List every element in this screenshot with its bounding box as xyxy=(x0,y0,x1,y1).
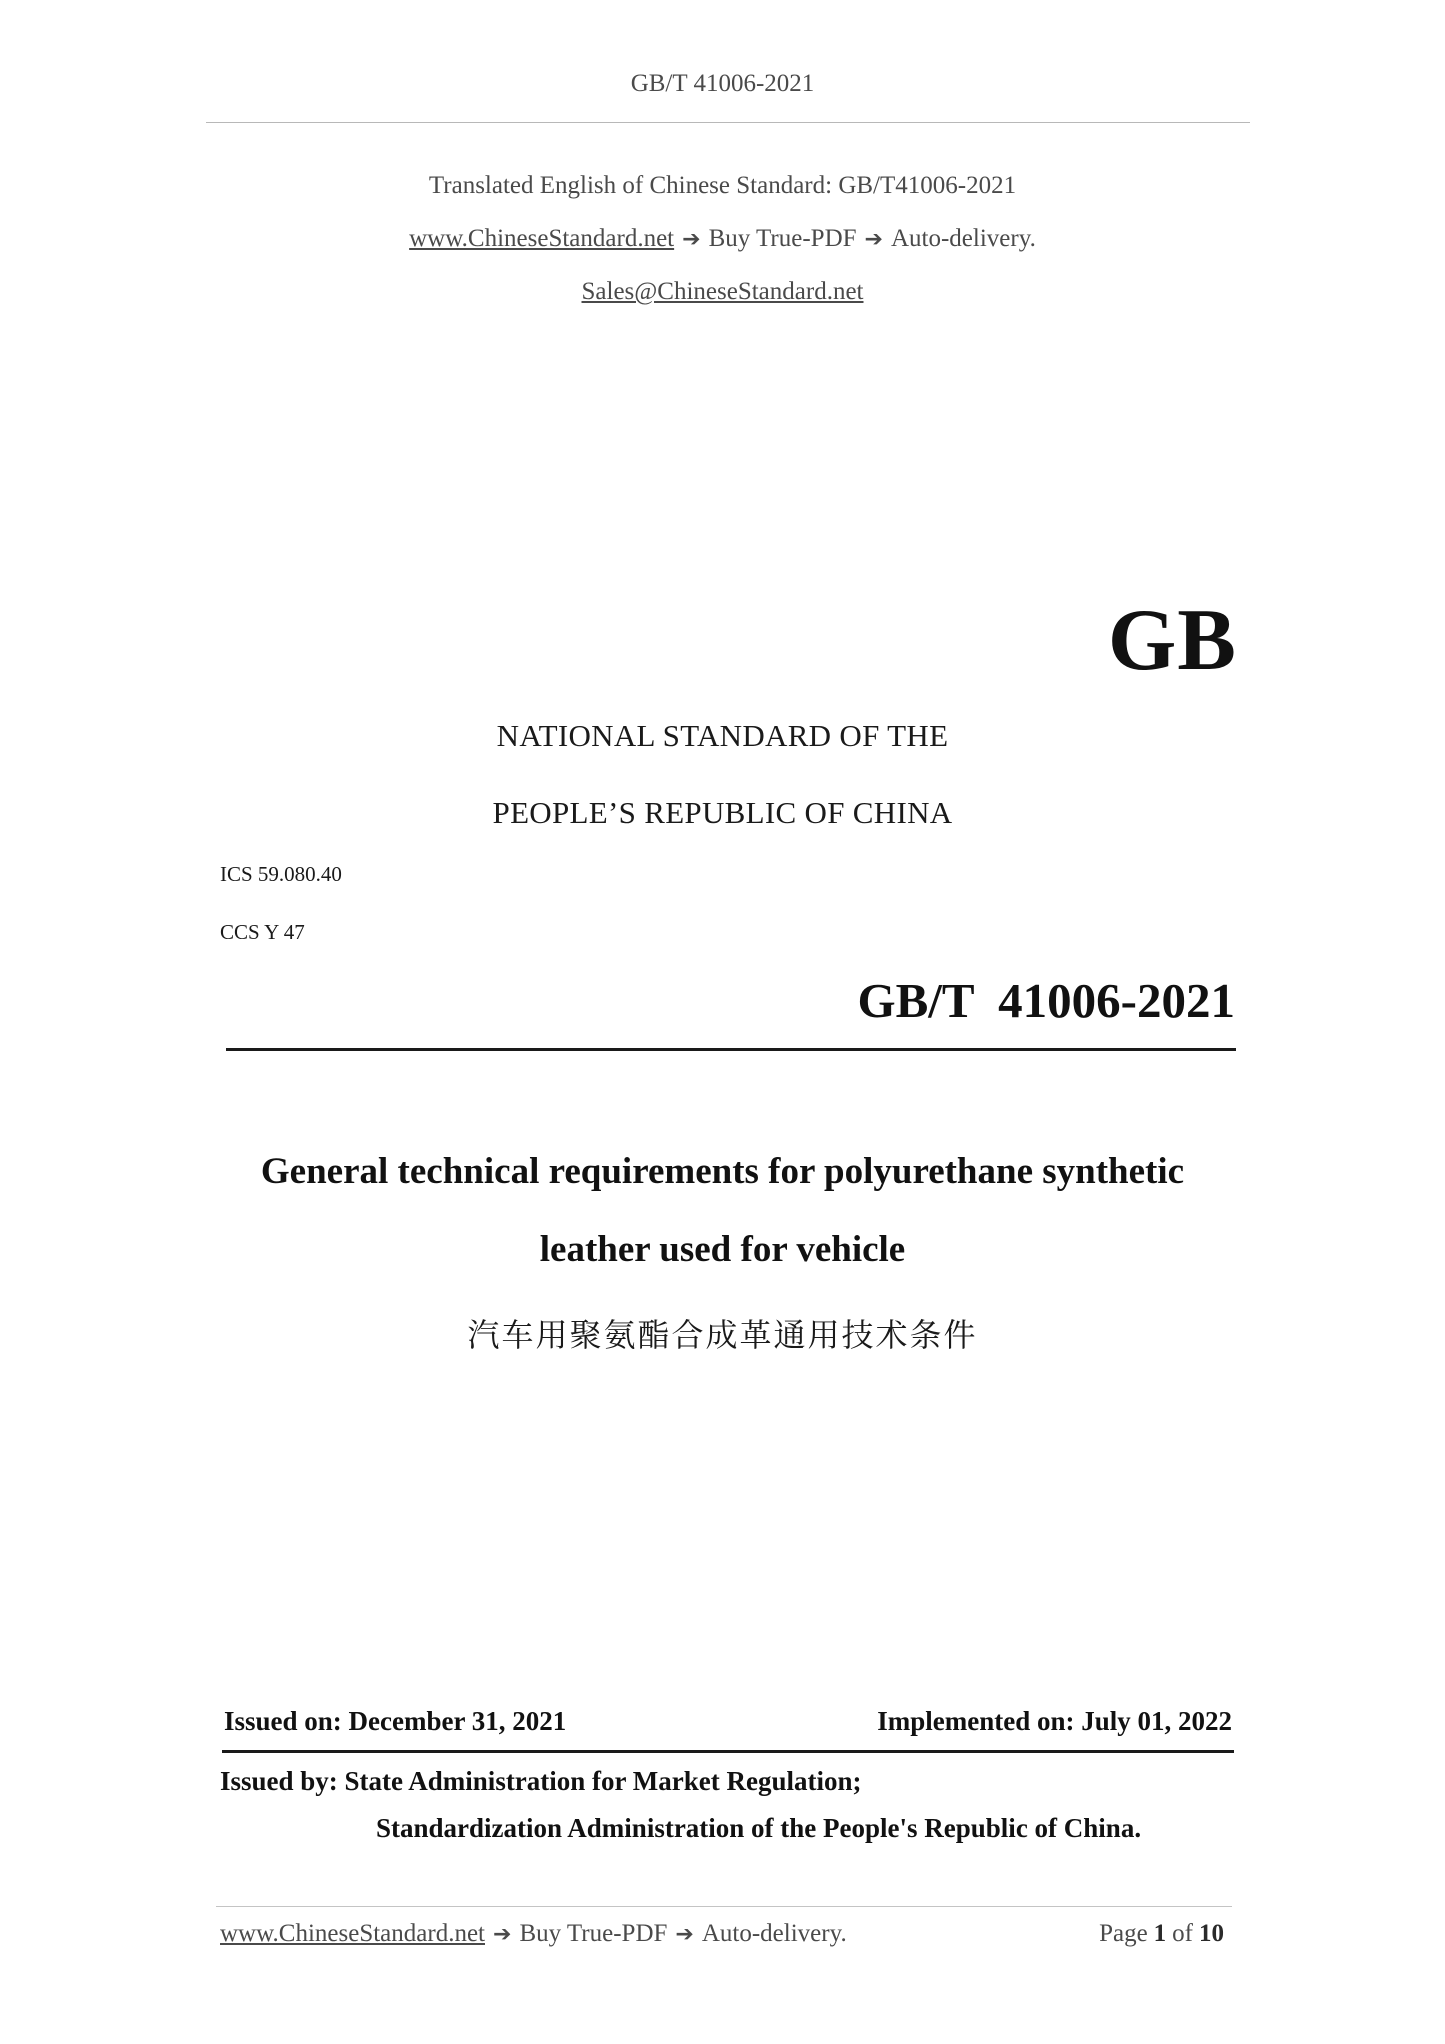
national-standard-line2: PEOPLE’S REPUBLIC OF CHINA xyxy=(492,795,953,830)
chinese-title: 汽车用聚氨酯合成革通用技术条件 xyxy=(467,1316,978,1354)
footer-divider xyxy=(216,1906,1232,1907)
ccs-code: CCS Y 47 xyxy=(220,920,305,944)
page-label: Page xyxy=(1099,1920,1148,1947)
footer-promo xyxy=(220,1920,847,1948)
right-arrow-icon: ➔ xyxy=(864,227,883,252)
footer-buy-text: Buy True-PDF xyxy=(519,1920,668,1947)
promo-line xyxy=(0,225,1445,253)
page-current: 1 xyxy=(1153,1920,1167,1947)
standard-number: GB/T 41006-2021 xyxy=(857,973,1235,1028)
issued-on: Issued on: December 31, 2021 xyxy=(224,1706,567,1736)
issuance-rule xyxy=(222,1750,1234,1753)
english-title-line1: General technical requirements for polyurethane synthetic xyxy=(260,1151,1185,1192)
page-of: of xyxy=(1172,1920,1193,1947)
right-arrow-icon: ➔ xyxy=(682,227,701,252)
right-arrow-icon: ➔ xyxy=(493,1922,512,1947)
right-arrow-icon: ➔ xyxy=(675,1922,694,1947)
ics-code: ICS 59.080.40 xyxy=(220,862,342,886)
gb-mark: GB xyxy=(1107,592,1237,689)
implemented-on: Implemented on: July 01, 2022 xyxy=(877,1706,1232,1736)
page-total: 10 xyxy=(1199,1920,1224,1947)
english-title-line2: leather used for vehicle xyxy=(539,1229,906,1270)
sales-email-link[interactable]: Sales@ChineseStandard.net xyxy=(581,278,864,305)
sales-email-line xyxy=(0,278,1445,306)
header-divider xyxy=(206,122,1250,123)
site-link[interactable]: www.ChineseStandard.net xyxy=(409,225,675,252)
running-header-title: GB/T 41006-2021 xyxy=(630,70,815,97)
footer-site-link[interactable]: www.ChineseStandard.net xyxy=(220,1920,485,1947)
issued-by-line1: Issued by: State Administration for Market Regulation; xyxy=(220,1766,862,1796)
translation-notice: Translated English of Chinese Standard: GB/T41006-2021 xyxy=(428,172,1017,199)
standard-number-rule xyxy=(226,1048,1236,1051)
page-indicator xyxy=(1099,1920,1230,1948)
buy-text: Buy True-PDF xyxy=(708,225,857,252)
national-standard-line1: NATIONAL STANDARD OF THE xyxy=(496,718,949,753)
footer-delivery-text: Auto-delivery. xyxy=(701,1920,847,1947)
issued-by-line2: Standardization Administration of the People's Republic of China. xyxy=(376,1813,1142,1843)
delivery-text: Auto-delivery. xyxy=(890,225,1036,252)
